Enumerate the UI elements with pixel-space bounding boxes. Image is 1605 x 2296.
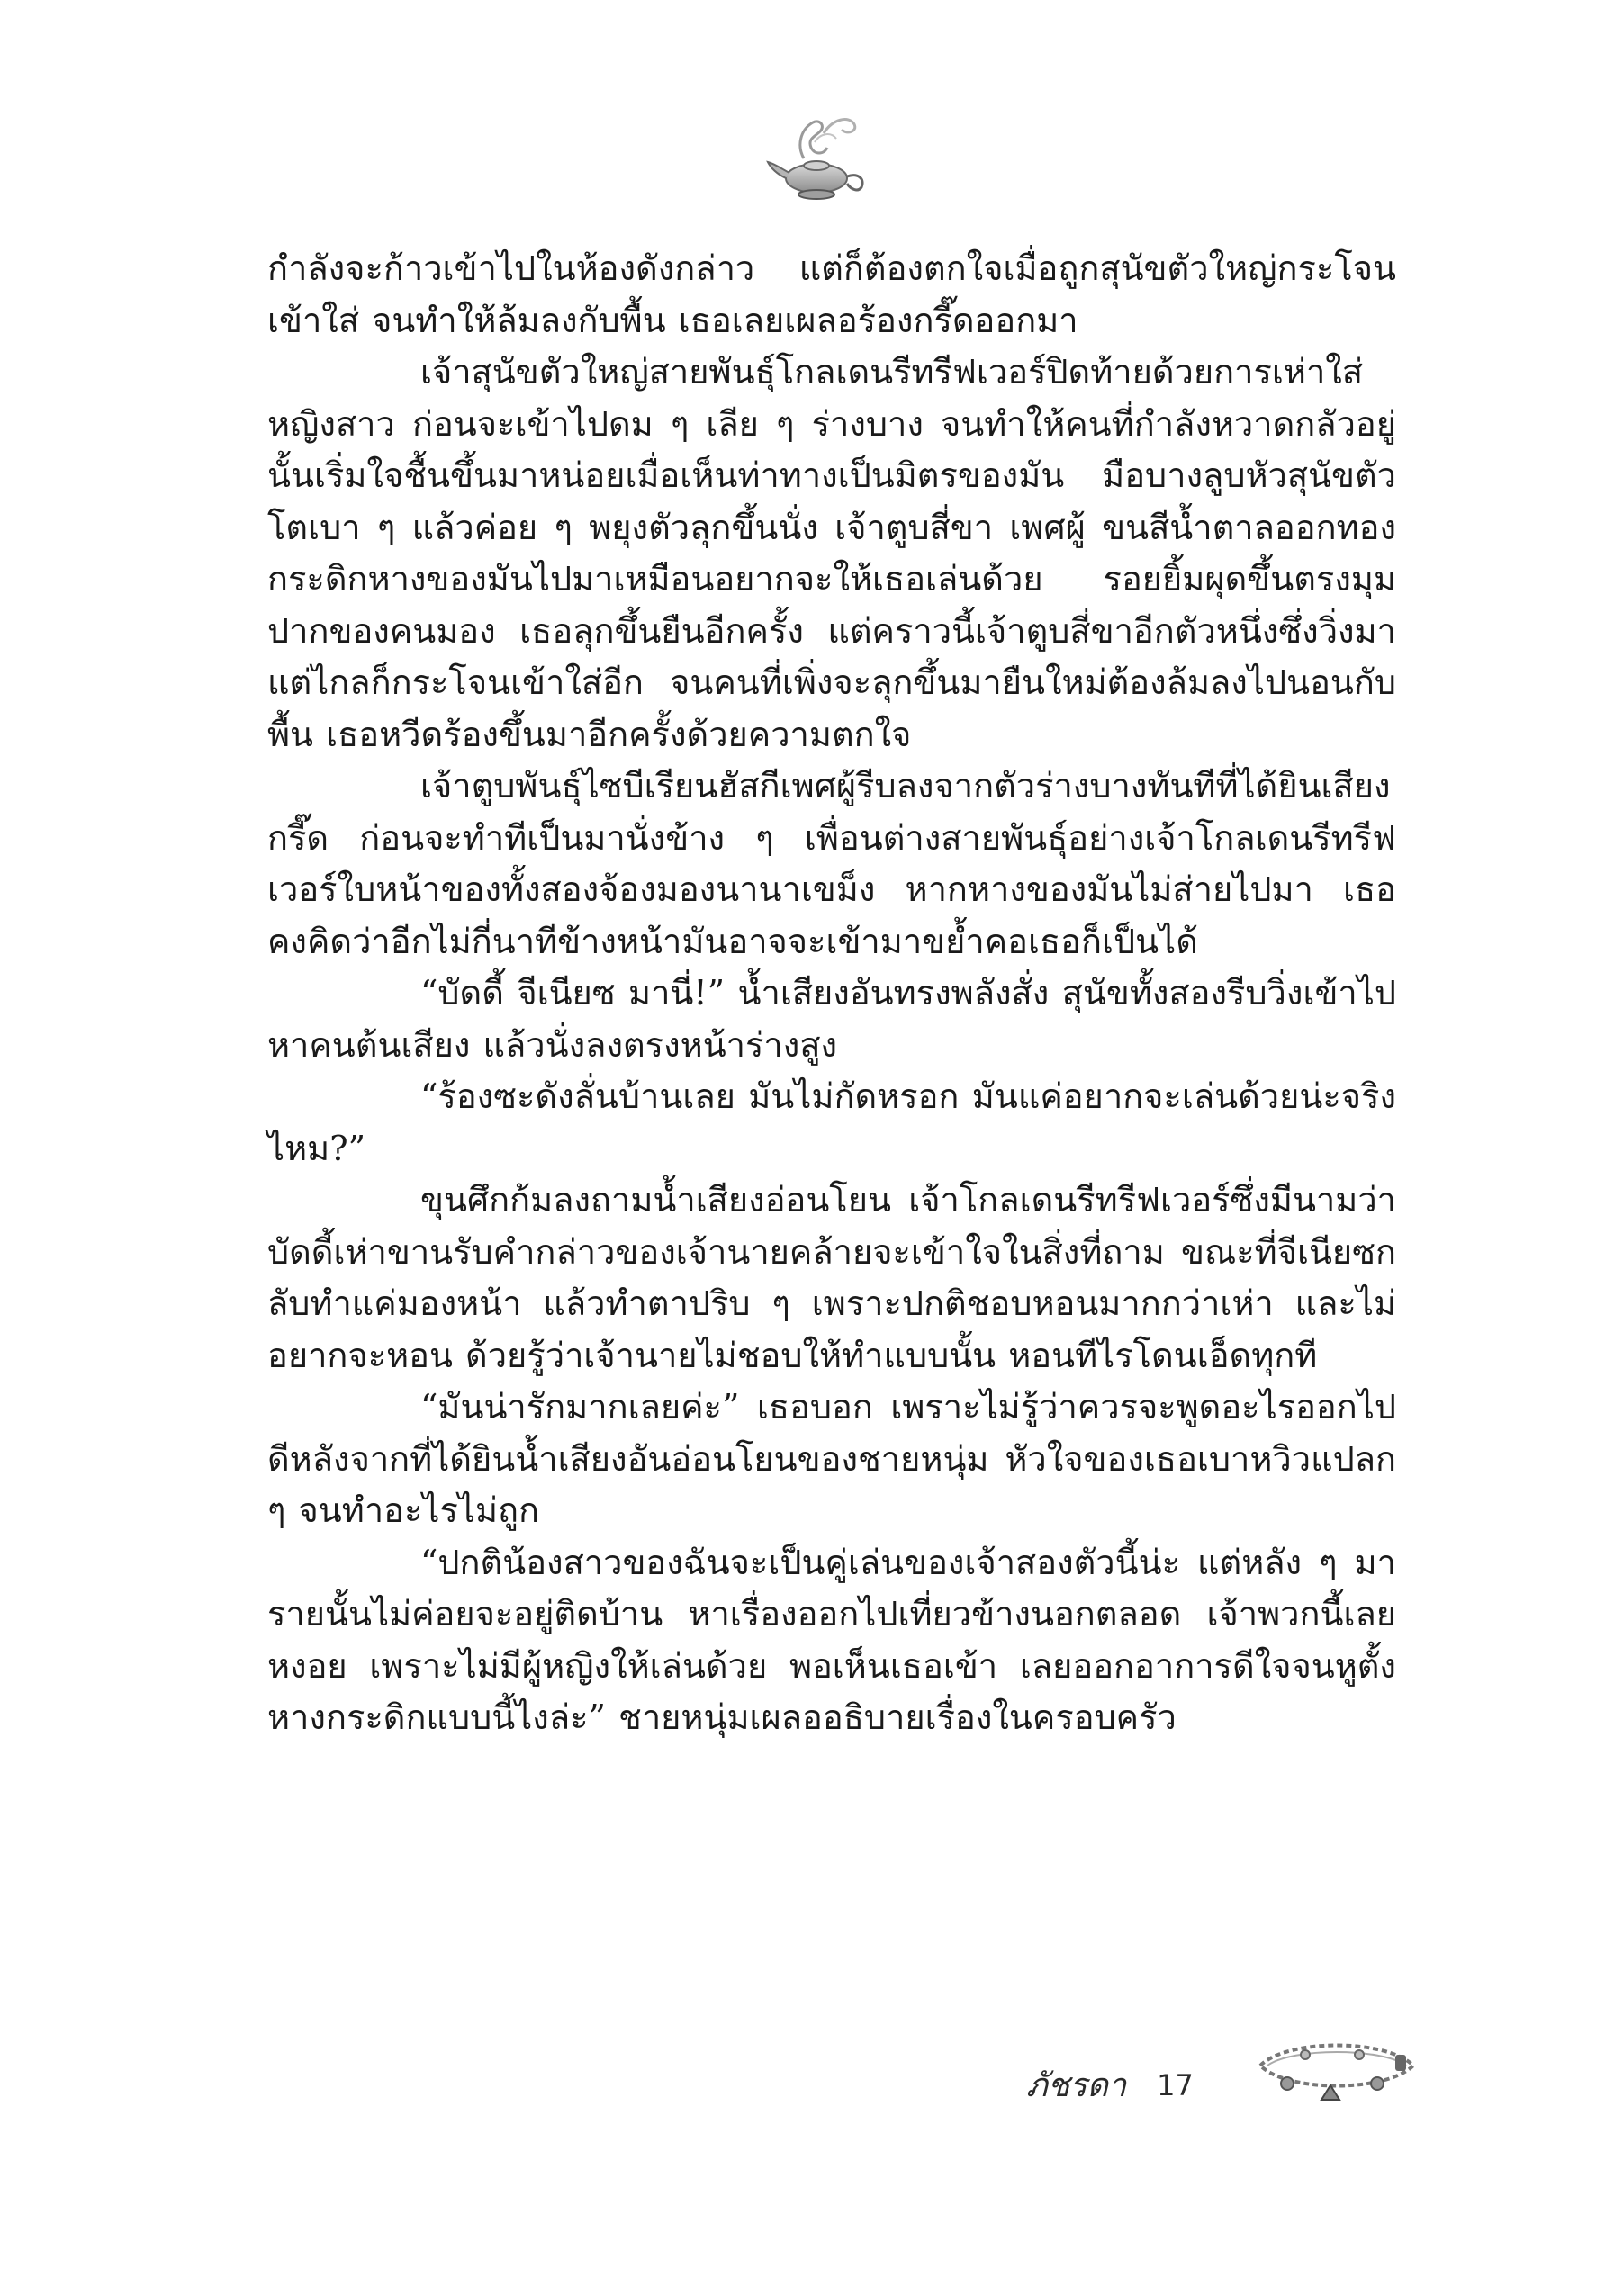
paragraph: “ร้องซะดังลั่นบ้านเลย มันไม่กัดหรอก มันแค่อยากจะเล่นด้วยน่ะจริงไหม?” bbox=[267, 1076, 1396, 1168]
paragraph: เจ้าสุนัขตัวใหญ่สายพันธุ์โกลเดนรีทรีฟเวอร์ปิดท้ายด้วยการเห่าใส่หญิงสาว ก่อนจะเข้าไปดม ๆ เลีย ๆ ร่างบาง จนทำให้คนที่กำลังหวาดกลัวอยู่นั้นเริ่มใจชื้นขึ้นมาหน่อยเมื่อเห็นท่าทางเป็นมิตรของมัน มือบางลูบหัวสุนัขตัวโตเบา ๆ แล้วค่อย ๆ พยุงตัวลุกขึ้นนั่ง เจ้าตูบสี่ขา เพศผู้ ขนสีน้ำตาลออกทองกระดิกหางของมันไปมาเหมือนอยากจะให้เธอเล่นด้วย รอยยิ้มผุดขึ้นตรงมุมปากของคนมอง เธอลุกขึ้นยืนอีกครั้ง แต่คราวนี้เจ้าตูบสี่ขาอีกตัวหนึ่งซึ่งวิ่งมาแต่ไกลก็กระโจนเข้าใส่อีก จนคนที่เพิ่งจะลุกขึ้นมายืนใหม่ต้องล้มลงไปนอนกับพื้น เธอหวีดร้องขึ้นมาอีกครั้งด้วยความตกใจ bbox=[267, 352, 1396, 754]
paragraph: “ปกติน้องสาวของฉันจะเป็นคู่เล่นของเจ้าสองตัวนี้น่ะ แต่หลัง ๆ มารายนั้นไม่ค่อยจะอยู่ติดบ้าน หาเรื่องออกไปเที่ยวข้างนอกตลอด เจ้าพวกนี้เลยหงอย เพราะไม่มีผู้หญิงให้เล่นด้วย พอเห็นเธอเข้า เลยออกอาการดีใจจนหูตั้ง หางกระดิกแบบนี้ไงล่ะ” ชายหนุ่มเผลออธิบายเรื่องในครอบครัว bbox=[267, 1542, 1396, 1737]
page-footer bbox=[1026, 2059, 1194, 2111]
paragraph: “บัดดี้ จีเนียซ มานี่!” น้ำเสียงอันทรงพลังสั่ง สุนัขทั้งสองรีบวิ่งเข้าไปหาคนต้นเสียง แล้วนั่งลงตรงหน้าร่างสูง bbox=[267, 973, 1396, 1065]
body-text bbox=[267, 243, 1396, 1744]
charm-bracelet-icon bbox=[1251, 2021, 1422, 2120]
paragraph: เจ้าตูบพันธุ์ไซบีเรียนฮัสกีเพศผู้รีบลงจากตัวร่างบางทันทีที่ได้ยินเสียงกรี๊ด ก่อนจะทำทีเป็นมานั่งข้าง ๆ เพื่อนต่างสายพันธุ์อย่างเจ้าโกลเดนรีทรีฟเวอร์ใบหน้าของทั้งสองจ้องมองนานาเขม็ง หากหางของมันไม่ส่ายไปมา เธอคงคิดว่าอีกไม่กี่นาทีข้างหน้ามันอาจจะเข้ามาขย้ำคอเธอก็เป็นได้ bbox=[267, 766, 1396, 961]
book-title: ภัชรดา bbox=[1026, 2067, 1127, 2104]
page-number: 17 bbox=[1157, 2067, 1194, 2102]
paragraph: กำลังจะก้าวเข้าไปในห้องดังกล่าว แต่ก็ต้องตกใจเมื่อถูกสุนัขตัวใหญ่กระโจนเข้าใส่ จนทำให้ล้มลงกับพื้น เธอเลยเผลอร้องกรี๊ดออกมา bbox=[267, 248, 1396, 340]
magic-lamp-icon bbox=[761, 106, 878, 223]
paragraph: “มันน่ารักมากเลยค่ะ” เธอบอก เพราะไม่รู้ว่าควรจะพูดอะไรออกไปดีหลังจากที่ได้ยินน้ำเสียงอันอ่อนโยนของชายหนุ่ม หัวใจของเธอเบาหวิวแปลก ๆ จนทำอะไรไม่ถูก bbox=[267, 1387, 1396, 1530]
paragraph: ขุนศึกก้มลงถามน้ำเสียงอ่อนโยน เจ้าโกลเดนรีทรีฟเวอร์ซึ่งมีนามว่าบัดดี้เห่าขานรับคำกล่าวของเจ้านายคล้ายจะเข้าใจในสิ่งที่ถาม ขณะที่จีเนียซกลับทำแค่มองหน้า แล้วทำตาปริบ ๆ เพราะปกติชอบหอนมากกว่าเห่า และไม่อยากจะหอน ด้วยรู้ว่าเจ้านายไม่ชอบให้ทำแบบนั้น หอนทีไรโดนเอ็ดทุกที bbox=[267, 1180, 1396, 1375]
